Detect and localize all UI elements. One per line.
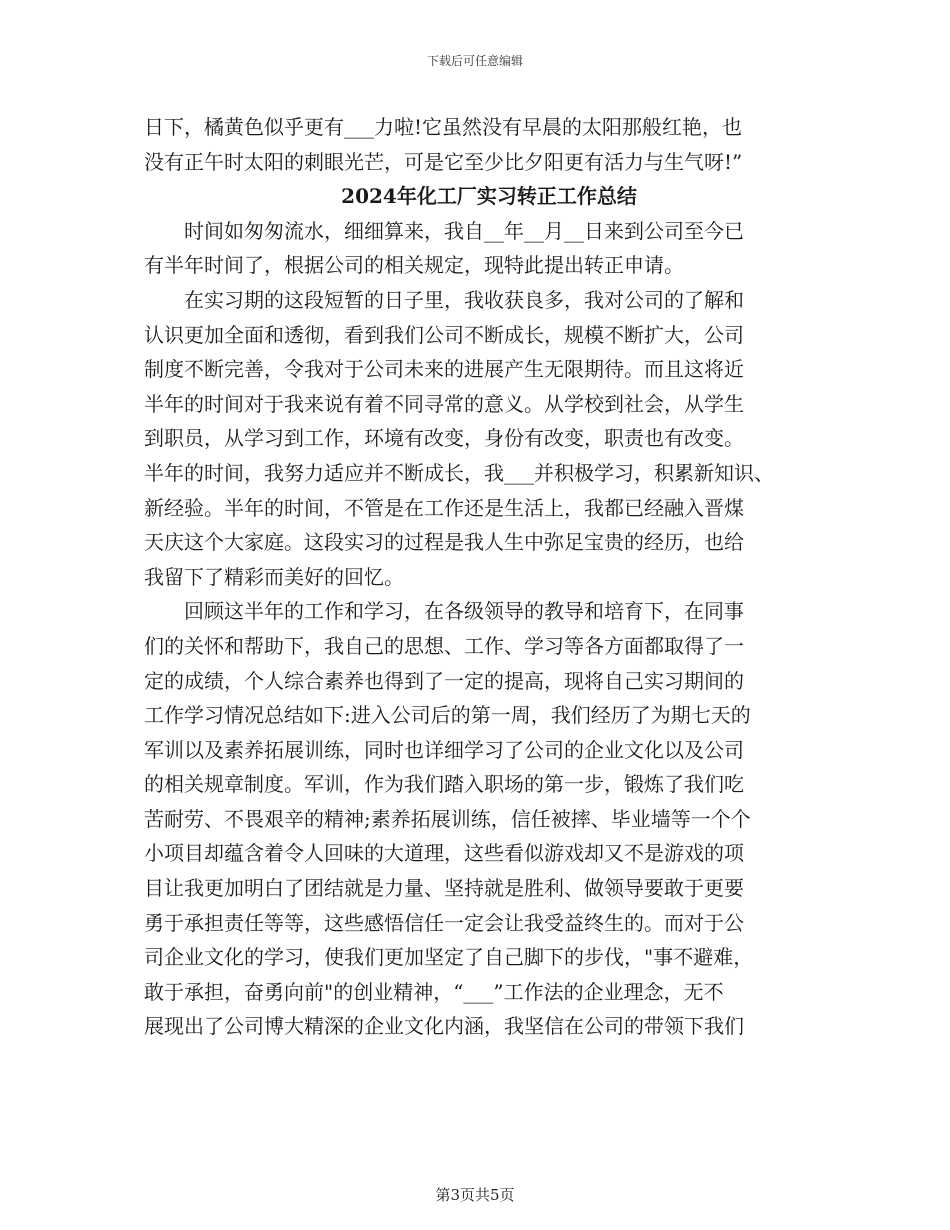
body-line: 有半年时间了，根据公司的相关规定，现特此提出转正申请。: [144, 253, 684, 278]
document-body: [144, 110, 814, 1044]
body-line: 司企业文化的学习，使我们更加坚定了自己脚下的步伐，"事不避难，: [144, 945, 754, 970]
body-line: 苦耐劳、不畏艰辛的精神;素养拓展训练，信任被摔、毕业墙等一个个: [144, 806, 751, 831]
paragraph-1: [144, 214, 814, 283]
page-footer: 第3页共5页: [435, 1186, 515, 1204]
body-line: 工作学习情况总结如下:进入公司后的第一周，我们经历了为期七天的: [144, 703, 751, 728]
body-line: 我留下了精彩而美好的回忆。: [144, 564, 404, 589]
body-line: 小项目却蕴含着令人回味的大道理，这些看似游戏却又不是游戏的项: [144, 841, 744, 866]
body-line: 制度不断完善，令我对于公司未来的进展产生无限期待。而且这将近: [144, 357, 744, 382]
body-line: 天庆这个大家庭。这段实习的过程是我人生中弥足宝贵的经历，也给: [144, 530, 744, 555]
body-line: 定的成绩，个人综合素养也得到了一定的提高，现将自己实习期间的: [144, 668, 744, 693]
body-line: 勇于承担责任等等，这些感悟信任一定会让我受益终生的。而对于公: [144, 910, 744, 935]
body-line: 目让我更加明白了团结就是力量、坚持就是胜利、做领导要敢于更要: [144, 876, 744, 901]
body-line: 新经验。半年的时间，不管是在工作还是生活上，我都已经融入晋煤: [144, 495, 744, 520]
body-line: 展现出了公司博大精深的企业文化内涵，我坚信在公司的带领下我们: [144, 1014, 744, 1039]
page-header: 下载后可任意编辑: [426, 54, 523, 68]
body-line: 认识更加全面和透彻，看到我们公司不断成长，规模不断扩大，公司: [144, 322, 744, 347]
body-line: 回顾这半年的工作和学习，在各级领导的教导和培育下，在同事: [184, 599, 744, 624]
body-line: 的相关规章制度。军训，作为我们踏入职场的第一步，锻炼了我们吃: [144, 772, 744, 797]
body-line: 没有正午时太阳的刺眼光芒，可是它至少比夕阳更有活力与生气呀!”: [144, 149, 743, 174]
body-line: 日下，橘黄色似乎更有___力啦!它虽然没有早晨的太阳那般红艳，也: [144, 115, 743, 139]
article-title: 2024年化工厂实习转正工作总结: [341, 184, 637, 209]
paragraph-2: [144, 283, 814, 594]
body-line: 敢于承担，奋勇向前"的创业精神，“___”工作法的企业理念，无不: [144, 979, 724, 1004]
body-line: 到职员，从学习到工作，环境有改变，身份有改变，职责也有改变。: [144, 426, 744, 451]
body-line: 军训以及素养拓展训练，同时也详细学习了公司的企业文化以及公司: [144, 737, 744, 762]
paragraph-3: [144, 594, 814, 1044]
body-line: 半年的时间，我努力适应并不断成长，我___并积极学习，积累新知识、: [144, 460, 774, 485]
body-line: 时间如匆匆流水，细细算来，我自__年__月__日来到公司至今已: [184, 218, 744, 243]
body-line: 半年的时间对于我来说有着不同寻常的意义。从学校到社会，从学生: [144, 391, 744, 416]
body-line: 在实习期的这段短暂的日子里，我收获良多，我对公司的了解和: [184, 287, 744, 312]
body-line: 们的关怀和帮助下，我自己的思想、工作、学习等各方面都取得了一: [144, 633, 744, 658]
